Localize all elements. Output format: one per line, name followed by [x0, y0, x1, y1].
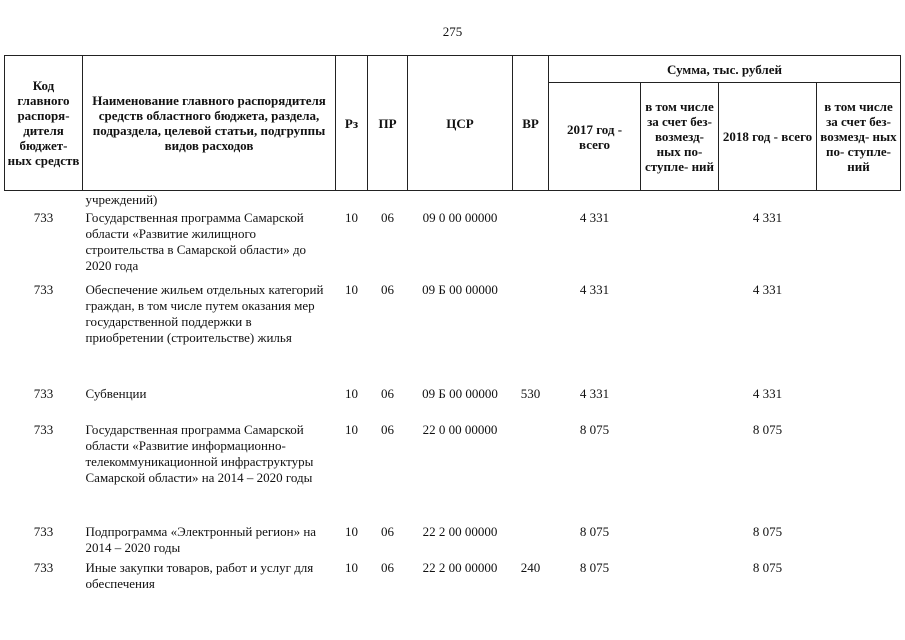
budget-table [4, 55, 901, 595]
cell-2017-total: 4 331 [579, 282, 610, 297]
cell-rz: 10 [345, 282, 358, 297]
cell-2018-total: 8 075 [752, 422, 783, 437]
cell-2018-total: 4 331 [752, 386, 783, 401]
cell-csr: 22 2 00 00000 [422, 524, 498, 539]
cell-name: Иные закупки товаров, работ и услуг для обеспечения [85, 560, 314, 591]
cell-2017-total: 8 075 [579, 422, 610, 437]
cell-csr: 09 Б 00 00000 [422, 386, 498, 401]
cell-pr: 06 [381, 386, 394, 401]
table-row [5, 281, 901, 385]
cell-2017-total: 8 075 [579, 560, 610, 575]
cell-2017-free [641, 385, 719, 421]
header-2018-total: 2018 год - всего [719, 83, 817, 191]
cell-name: Государственная программа Самарской области «Развитие информационно- телекоммуникационной инфраструктуры Самарской области» на 2014 – 2020 годы [85, 422, 314, 485]
header-rz: Рз [336, 56, 368, 191]
cell-rz: 10 [345, 386, 358, 401]
table-row [5, 559, 901, 595]
cell-vr [513, 209, 549, 281]
cell-csr: 22 0 00 00000 [422, 422, 498, 437]
cell-pr: 06 [381, 282, 394, 297]
cell-2018-total: 4 331 [752, 210, 783, 225]
cell-rz: 10 [345, 422, 358, 437]
cell-code: 733 [33, 560, 54, 575]
cell-pr: 06 [381, 210, 394, 225]
continuation-text: учреждений) [83, 191, 336, 210]
cell-vr: 240 [520, 560, 541, 575]
cell-2017-free [641, 523, 719, 559]
header-csr: ЦСР [408, 56, 513, 191]
table-row [5, 523, 901, 559]
cell-2018-free [817, 385, 901, 421]
cell-name: Обеспечение жильем отдельных категорий граждан, в том числе путем оказания мер государственной поддержки в приобретении (строительстве) жилья [85, 282, 324, 345]
cell-code: 733 [33, 386, 54, 401]
cell-code: 733 [33, 210, 54, 225]
header-name: Наименование главного распорядителя средств областного бюджета, раздела, подраздела, целевой статьи, подгруппы видов расходов [83, 56, 336, 191]
continuation-row [5, 191, 901, 210]
cell-2017-free [641, 281, 719, 385]
cell-2018-free [817, 559, 901, 595]
cell-2018-free [817, 209, 901, 281]
cell-2017-total: 8 075 [579, 524, 610, 539]
cell-2018-total: 8 075 [752, 524, 783, 539]
header-code: Код главного распоря- дителя бюджет- ных средств [5, 56, 83, 191]
cell-name: Государственная программа Самарской области «Развитие жилищного строительства в Самарской области» до 2020 года [85, 210, 307, 273]
table-row [5, 421, 901, 523]
cell-csr: 09 Б 00 00000 [422, 282, 498, 297]
header-2017-total: 2017 год - всего [549, 83, 641, 191]
cell-2017-free [641, 209, 719, 281]
table-row [5, 209, 901, 281]
cell-2017-total: 4 331 [579, 210, 610, 225]
cell-vr [513, 421, 549, 523]
header-sum: Сумма, тыс. рублей [549, 56, 901, 83]
page-number: 275 [442, 24, 463, 39]
cell-code: 733 [33, 422, 54, 437]
table-row [5, 385, 901, 421]
cell-2017-free [641, 559, 719, 595]
cell-rz: 10 [345, 560, 358, 575]
cell-code: 733 [33, 524, 54, 539]
cell-csr: 22 2 00 00000 [422, 560, 498, 575]
cell-vr [513, 523, 549, 559]
cell-2018-total: 8 075 [752, 560, 783, 575]
cell-2017-total: 4 331 [579, 386, 610, 401]
cell-code: 733 [33, 282, 54, 297]
header-vr: ВР [513, 56, 549, 191]
cell-vr: 530 [520, 386, 541, 401]
cell-2017-free [641, 421, 719, 523]
header-2018-free: в том числе за счет без- возмезд- ных по- ступле- ний [817, 83, 901, 191]
cell-name: Подпрограмма «Электронный регион» на 2014 – 2020 годы [85, 524, 317, 555]
cell-name: Субвенции [85, 386, 147, 401]
cell-pr: 06 [381, 560, 394, 575]
cell-pr: 06 [381, 422, 394, 437]
cell-vr [513, 281, 549, 385]
cell-2018-free [817, 281, 901, 385]
header-pr: ПР [368, 56, 408, 191]
cell-rz: 10 [345, 524, 358, 539]
header-2017-free: в том числе за счет без- возмезд- ных по- ступле- ний [641, 83, 719, 191]
cell-2018-total: 4 331 [752, 282, 783, 297]
cell-2018-free [817, 421, 901, 523]
cell-rz: 10 [345, 210, 358, 225]
cell-2018-free [817, 523, 901, 559]
cell-pr: 06 [381, 524, 394, 539]
cell-csr: 09 0 00 00000 [422, 210, 498, 225]
